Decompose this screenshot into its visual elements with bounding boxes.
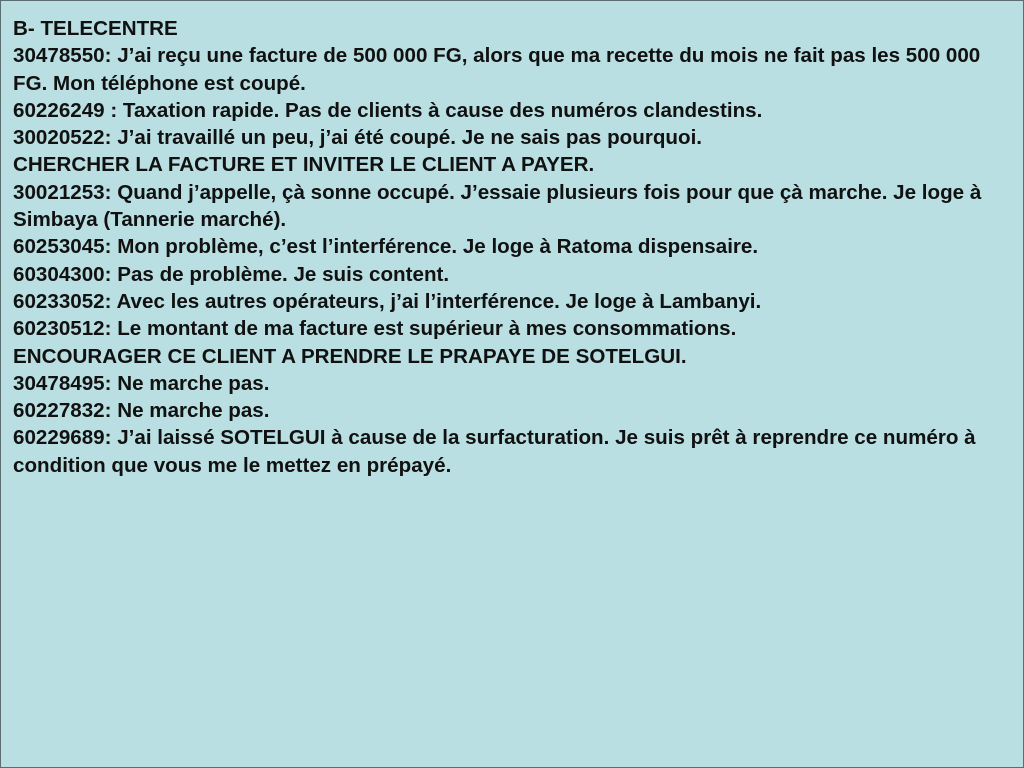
slide-text-body <box>13 15 1013 479</box>
section-heading: B- TELECENTRE <box>13 17 178 40</box>
entry-60304300: 60304300: Pas de problème. Je suis content. <box>13 262 450 286</box>
entry-60253045: 60253045: Mon problème, c’est l’interférence. Je loge à Ratoma dispensaire. <box>13 235 759 259</box>
entry-60230512: 60230512: Le montant de ma facture est supérieur à mes consommations. <box>13 317 737 341</box>
entry-60233052: 60233052: Avec les autres opérateurs, j’ai l’interférence. Je loge à Lambanyi. <box>13 289 762 313</box>
entry-30478550: 30478550: J’ai reçu une facture de 500 000 FG, alors que ma recette du mois ne fait pas les 500 000 FG. Mon téléphone est coupé. <box>13 44 981 95</box>
entry-60229689: 60229689: J’ai laissé SOTELGUI à cause de la surfacturation. Je suis prêt à reprendre ce numéro à condition que vous me le mettez en prépayé. <box>13 426 976 477</box>
entry-60226249: 60226249 : Taxation rapide. Pas de clients à cause des numéros clandestins. <box>13 98 763 122</box>
entry-60227832: 60227832: Ne marche pas. <box>13 399 270 423</box>
entry-30478495: 30478495: Ne marche pas. <box>13 371 270 395</box>
action-note-prepaid: ENCOURAGER CE CLIENT A PRENDRE LE PRAPAYE DE SOTELGUI. <box>13 344 687 368</box>
action-note-invoice: CHERCHER LA FACTURE ET INVITER LE CLIENT A PAYER. <box>13 153 595 177</box>
entry-30021253: 30021253: Quand j’appelle, çà sonne occupé. J’essaie plusieurs fois pour que çà marche. Je loge à Simbaya (Tannerie marché). <box>13 180 982 232</box>
entry-30020522: 30020522: J’ai travaillé un peu, j’ai été coupé. Je ne sais pas pourquoi. <box>13 126 703 150</box>
